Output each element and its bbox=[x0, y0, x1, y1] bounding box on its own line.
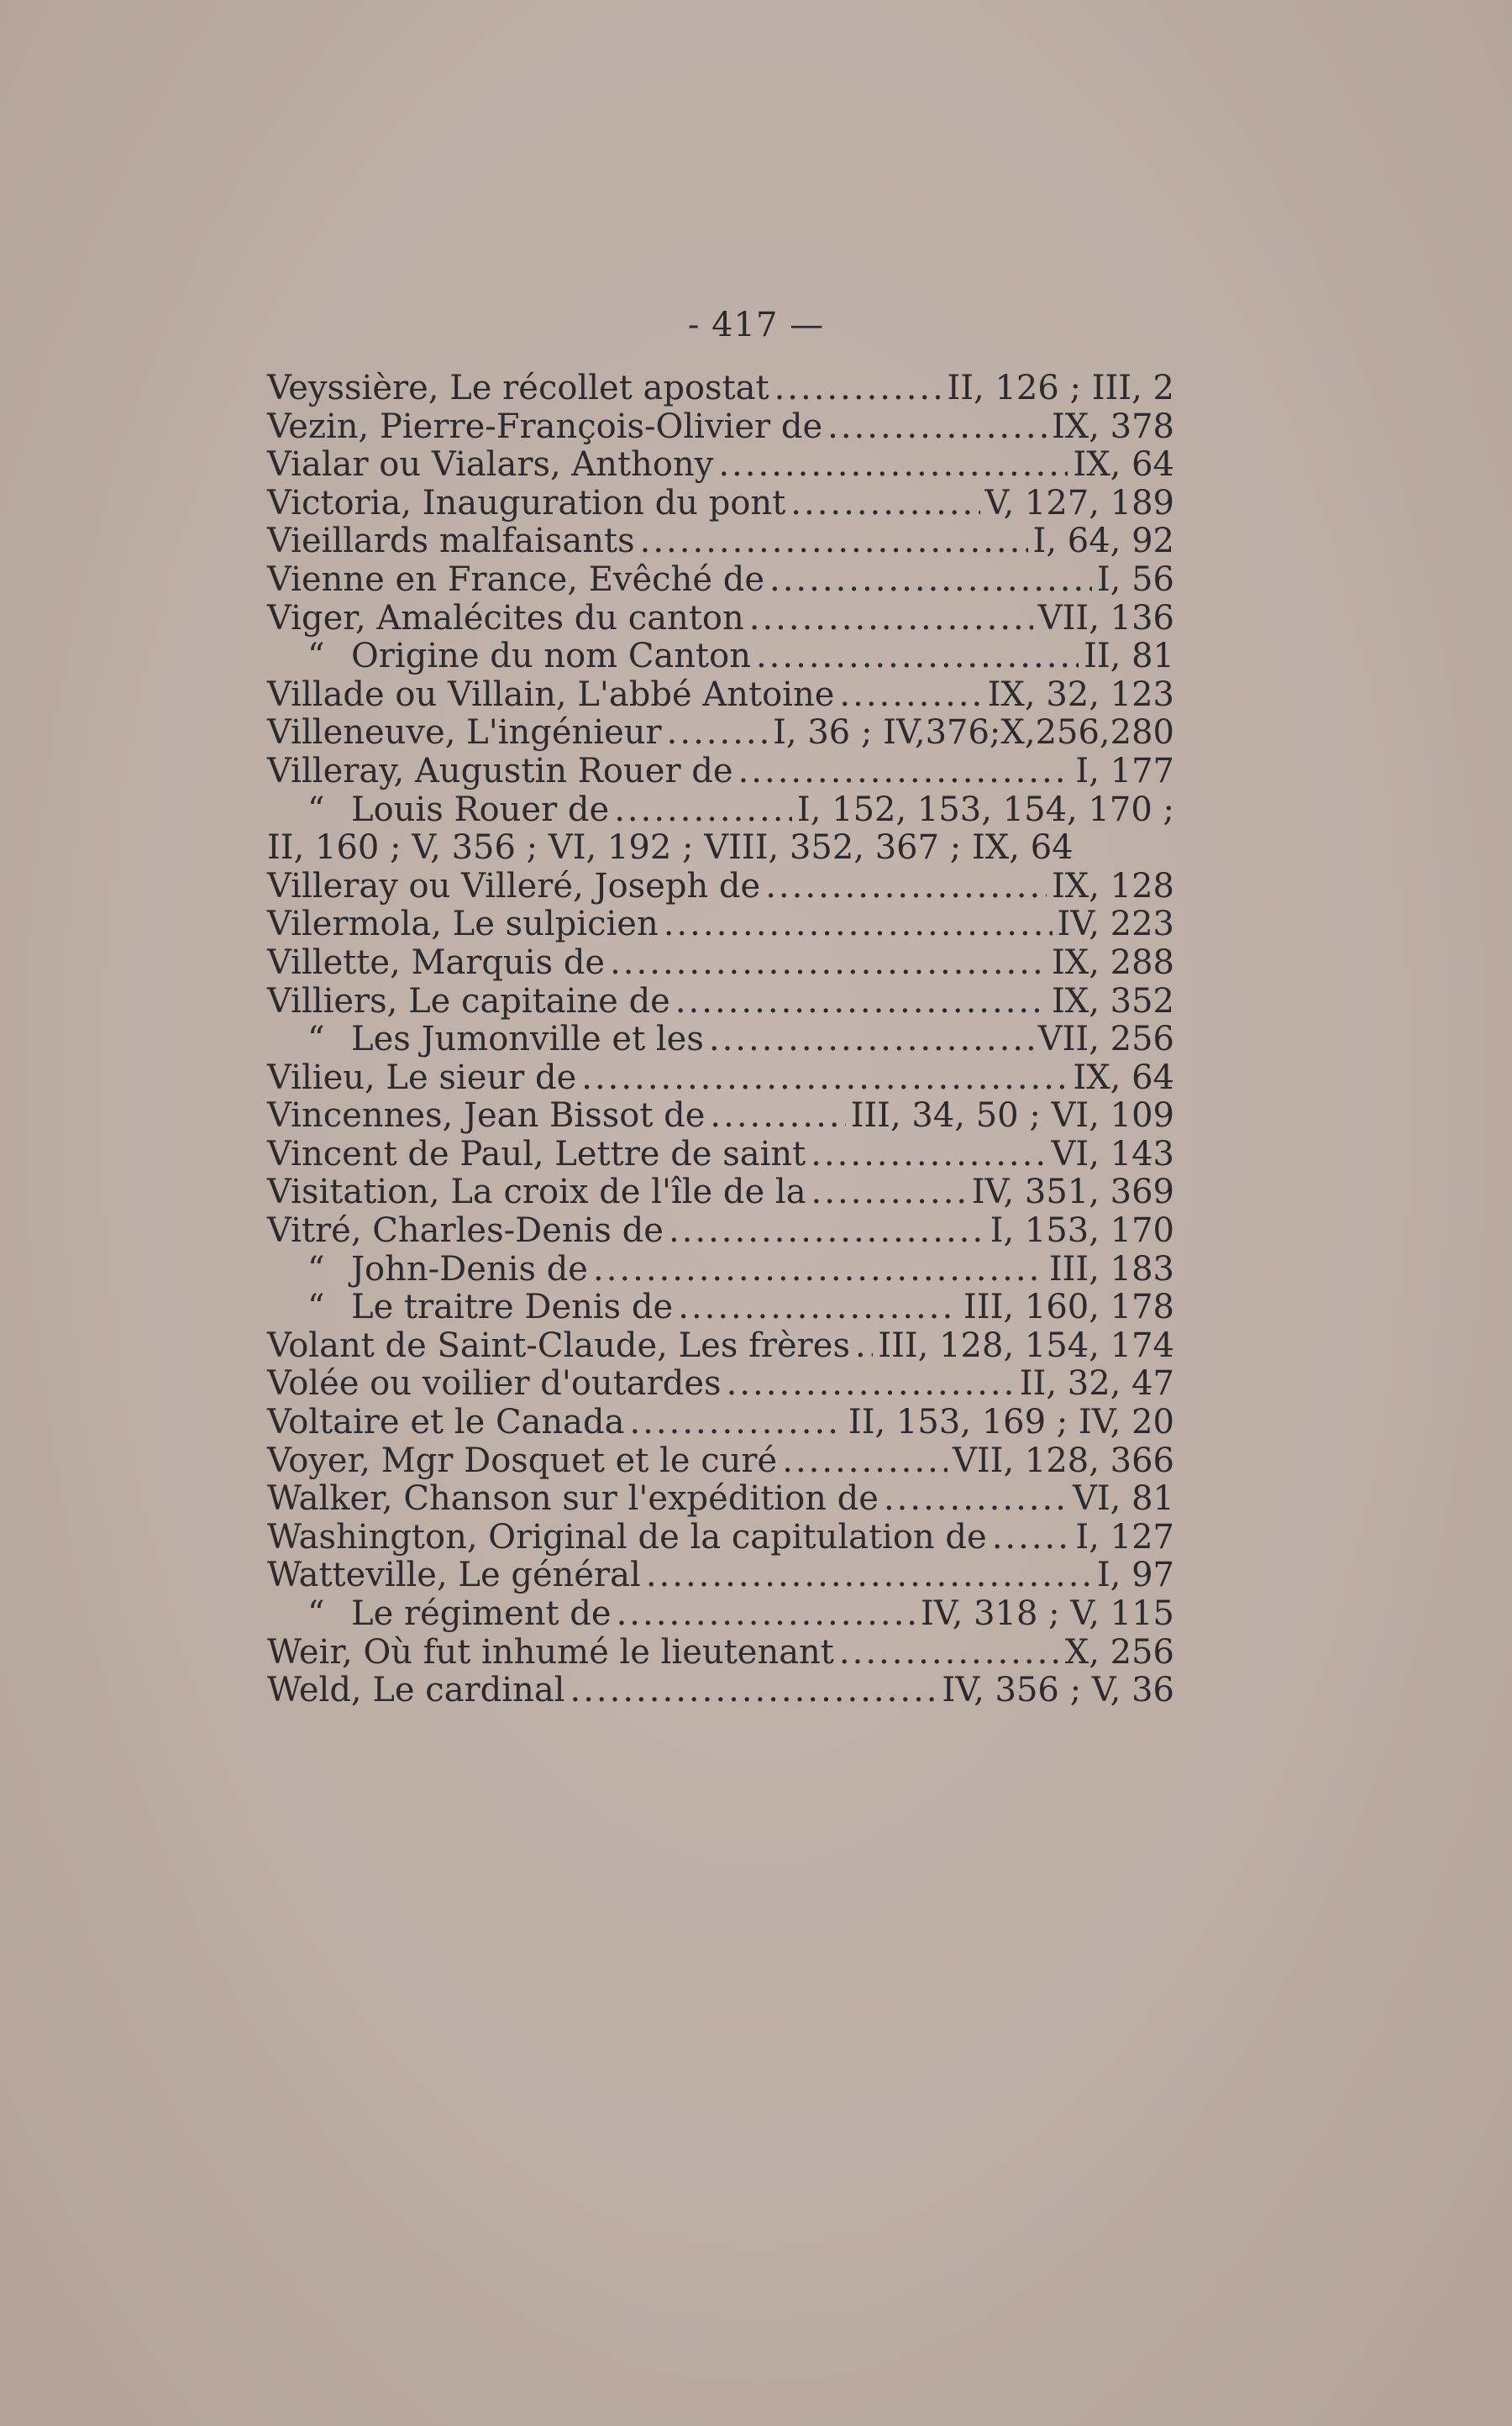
entry-text bbox=[267, 1136, 806, 1174]
dot-leader bbox=[839, 676, 982, 715]
index-entry bbox=[267, 1595, 1174, 1634]
index-entry bbox=[267, 906, 1174, 944]
entry-reference: I, 64, 92 bbox=[1032, 522, 1174, 561]
entry-text bbox=[267, 600, 744, 638]
entry-reference: IX, 32, 123 bbox=[987, 675, 1174, 714]
dot-leader bbox=[811, 1136, 1046, 1174]
index-entry bbox=[267, 753, 1174, 791]
dot-leader bbox=[765, 868, 1047, 906]
index-entry bbox=[267, 1404, 1174, 1442]
dot-leader bbox=[581, 1059, 1068, 1098]
entry-reference: IV, 223 bbox=[1057, 905, 1174, 944]
entry-label: II, 160 ; V, 356 ; VI, 192 ; VIII, 352, 367 ; IX, 64 bbox=[267, 828, 1074, 868]
entry-text bbox=[267, 944, 605, 983]
dot-leader bbox=[710, 1097, 845, 1136]
entry-label: Vincent de Paul, Lettre de saint bbox=[267, 1134, 806, 1174]
entry-text bbox=[267, 753, 733, 791]
dot-leader bbox=[593, 1251, 1044, 1289]
dot-leader bbox=[992, 1519, 1071, 1557]
entry-text bbox=[267, 1595, 612, 1634]
entry-text bbox=[267, 485, 785, 523]
entry-reference: IX, 288 bbox=[1051, 943, 1174, 982]
entry-reference: I, 177 bbox=[1075, 751, 1174, 790]
entry-reference: II, 32, 47 bbox=[1019, 1364, 1174, 1404]
entry-reference: III, 34, 50 ; VI, 109 bbox=[850, 1096, 1174, 1136]
entry-reference: VII, 136 bbox=[1037, 598, 1174, 638]
index-entry bbox=[267, 1251, 1174, 1289]
entry-text bbox=[267, 868, 760, 906]
entry-text bbox=[267, 1289, 673, 1327]
entry-label: Villade ou Villain, L'abbé Antoine bbox=[267, 675, 835, 714]
entry-label: Voltaire et le Canada bbox=[267, 1403, 625, 1442]
index-entry bbox=[267, 485, 1174, 523]
entry-reference: II, 126 ; III, 2 bbox=[947, 369, 1174, 407]
index-entry bbox=[267, 446, 1174, 485]
entry-reference: I, 56 bbox=[1096, 559, 1174, 599]
dot-leader bbox=[675, 983, 1047, 1021]
index-entry bbox=[267, 1021, 1174, 1059]
entry-reference: II, 153, 169 ; IV, 20 bbox=[848, 1403, 1174, 1442]
entry-label: Vialar ou Vialars, Anthony bbox=[267, 445, 714, 485]
dot-leader bbox=[749, 600, 1033, 638]
entry-label: Origine du nom Canton bbox=[351, 637, 751, 676]
entry-label: Visitation, La croix de l'île de la bbox=[267, 1173, 806, 1212]
entry-label: Vincennes, Jean Bissot de bbox=[267, 1096, 706, 1136]
dot-leader bbox=[570, 1672, 937, 1710]
index-entry bbox=[267, 791, 1174, 830]
index-entry bbox=[267, 1480, 1174, 1519]
entry-label: Veyssière, Le récollet apostat bbox=[267, 369, 769, 407]
entry-text bbox=[267, 791, 609, 830]
entry-text bbox=[267, 1251, 588, 1289]
entry-text bbox=[267, 638, 751, 676]
entry-text bbox=[267, 446, 713, 485]
index-entry bbox=[267, 1557, 1174, 1595]
index-entry bbox=[267, 1634, 1174, 1672]
entry-label: Villette, Marquis de bbox=[267, 943, 606, 982]
entry-text bbox=[267, 1021, 704, 1059]
index-entry bbox=[267, 522, 1174, 561]
index-entry bbox=[267, 829, 1174, 868]
index-entry bbox=[267, 1442, 1174, 1481]
dot-leader bbox=[855, 1327, 873, 1366]
entry-reference: I, 127 bbox=[1075, 1517, 1174, 1557]
dot-leader bbox=[884, 1480, 1068, 1519]
dot-leader bbox=[610, 944, 1047, 983]
entry-label: Washington, Original de la capitulation de bbox=[267, 1517, 987, 1557]
index-entry bbox=[267, 408, 1174, 447]
entry-label: Vieillards malfaisants bbox=[267, 522, 635, 561]
entry-reference: VII, 256 bbox=[1037, 1020, 1174, 1059]
entry-text bbox=[267, 1519, 987, 1557]
entry-reference: I, 36 ; IV,376;X,256,280 bbox=[773, 713, 1174, 753]
entry-label: Vilieu, Le sieur de bbox=[267, 1058, 577, 1097]
entry-reference: VII, 128, 366 bbox=[952, 1441, 1174, 1480]
dot-leader bbox=[756, 638, 1079, 676]
entry-text bbox=[267, 1059, 576, 1098]
entry-label: Viger, Amalécites du canton bbox=[267, 598, 744, 638]
entry-reference: I, 152, 153, 154, 170 ; bbox=[796, 790, 1174, 829]
dot-leader bbox=[617, 1595, 916, 1634]
dot-leader bbox=[769, 561, 1092, 600]
entry-label: Villeray ou Villeré, Joseph de bbox=[267, 866, 761, 906]
entry-text bbox=[267, 1634, 834, 1672]
entry-label: Victoria, Inauguration du pont bbox=[267, 483, 786, 522]
index-entry bbox=[267, 1365, 1174, 1404]
entry-label: Walker, Chanson sur l'expédition de bbox=[267, 1479, 879, 1519]
index-entry bbox=[267, 983, 1174, 1021]
entry-label: Le régiment de bbox=[351, 1594, 612, 1633]
entry-reference: IV, 351, 369 bbox=[971, 1173, 1174, 1212]
dot-leader bbox=[664, 906, 1053, 944]
entry-text bbox=[267, 1365, 722, 1404]
entry-reference: VI, 143 bbox=[1051, 1134, 1174, 1174]
index-entry bbox=[267, 1059, 1174, 1098]
entry-reference: X, 256 bbox=[1064, 1632, 1174, 1672]
index-entry bbox=[267, 1327, 1174, 1366]
entry-label: John-Denis de bbox=[351, 1249, 588, 1289]
entry-label: Villeneuve, L'ingénieur bbox=[267, 713, 662, 753]
entry-label: Weir, Où fut inhumé le lieutenant bbox=[267, 1632, 834, 1672]
entry-label: Watteville, Le général bbox=[267, 1556, 641, 1595]
index-entry bbox=[267, 1672, 1174, 1710]
entry-label: Vienne en France, Evêché de bbox=[267, 559, 764, 599]
entry-text bbox=[267, 1212, 664, 1251]
entry-text bbox=[267, 983, 670, 1021]
entry-label: Louis Rouer de bbox=[351, 790, 610, 829]
dot-leader bbox=[629, 1404, 843, 1442]
entry-label: Vezin, Pierre-François-Olivier de bbox=[267, 407, 823, 446]
dot-leader bbox=[709, 1021, 1033, 1059]
dot-leader bbox=[839, 1634, 1060, 1672]
entry-text bbox=[267, 829, 1074, 868]
entry-label: Le traitre Denis de bbox=[351, 1288, 674, 1327]
entry-text bbox=[267, 1480, 879, 1519]
index-entry bbox=[267, 561, 1174, 600]
entry-reference: IX, 378 bbox=[1051, 407, 1174, 446]
entry-reference: IV, 318 ; V, 115 bbox=[920, 1594, 1174, 1633]
entry-reference: I, 97 bbox=[1096, 1556, 1174, 1595]
entry-text bbox=[267, 676, 834, 715]
dot-leader bbox=[718, 446, 1068, 485]
dot-leader bbox=[727, 1365, 1015, 1404]
dot-leader bbox=[811, 1174, 967, 1212]
ditto-mark: “ bbox=[307, 637, 325, 676]
entry-label: Volée ou voilier d'outardes bbox=[267, 1364, 722, 1404]
index-entry bbox=[267, 1174, 1174, 1212]
entry-text bbox=[267, 1404, 624, 1442]
entry-label: Villeray, Augustin Rouer de bbox=[267, 751, 733, 790]
entry-label: Vilermola, Le sulpicien bbox=[267, 905, 659, 944]
entry-text bbox=[267, 370, 769, 408]
entry-text bbox=[267, 714, 662, 753]
ditto-mark: “ bbox=[307, 1288, 325, 1327]
entry-reference: III, 160, 178 bbox=[963, 1288, 1174, 1327]
entry-reference: VI, 81 bbox=[1072, 1479, 1174, 1519]
entry-text bbox=[267, 1327, 850, 1366]
entry-text bbox=[267, 522, 635, 561]
dot-leader bbox=[790, 485, 979, 523]
entry-text bbox=[267, 1442, 777, 1481]
entry-reference: IX, 352 bbox=[1051, 981, 1174, 1021]
entry-text bbox=[267, 1672, 564, 1710]
entry-reference: III, 183 bbox=[1048, 1249, 1174, 1289]
entry-label: Villiers, Le capitaine de bbox=[267, 981, 670, 1021]
index-entry bbox=[267, 944, 1174, 983]
index-entry bbox=[267, 1097, 1174, 1136]
entry-reference: IX, 128 bbox=[1051, 866, 1174, 906]
entry-label: Vitré, Charles-Denis de bbox=[267, 1211, 664, 1251]
dot-leader bbox=[614, 791, 792, 830]
page-number: - 417 — bbox=[687, 306, 825, 344]
entry-label: Volant de Saint-Claude, Les frères bbox=[267, 1326, 850, 1365]
entry-text bbox=[267, 906, 659, 944]
entry-text bbox=[267, 561, 764, 600]
dot-leader bbox=[646, 1557, 1092, 1595]
index-entry bbox=[267, 638, 1174, 676]
dot-leader bbox=[827, 408, 1047, 447]
entry-reference: II, 81 bbox=[1084, 637, 1174, 676]
dot-leader bbox=[678, 1289, 958, 1327]
entry-text bbox=[267, 1174, 806, 1212]
index-entry bbox=[267, 600, 1174, 638]
dot-leader bbox=[774, 370, 942, 408]
entry-reference: III, 128, 154, 174 bbox=[878, 1326, 1174, 1365]
ditto-mark: “ bbox=[307, 1249, 325, 1289]
index-entry bbox=[267, 868, 1174, 906]
index-entry bbox=[267, 676, 1174, 715]
entry-reference: IX, 64 bbox=[1073, 445, 1174, 485]
entry-text bbox=[267, 1557, 641, 1595]
ditto-mark: “ bbox=[307, 790, 325, 829]
dot-leader bbox=[669, 1212, 985, 1251]
entry-reference: V, 127, 189 bbox=[984, 483, 1174, 522]
ditto-mark: “ bbox=[307, 1594, 325, 1633]
entry-label: Voyer, Mgr Dosquet et le curé bbox=[267, 1441, 778, 1480]
entry-reference: IX, 64 bbox=[1073, 1058, 1174, 1097]
dot-leader bbox=[640, 522, 1028, 561]
dot-leader bbox=[667, 714, 768, 753]
dot-leader bbox=[738, 753, 1071, 791]
index-list bbox=[267, 370, 1174, 1710]
index-entry bbox=[267, 1289, 1174, 1327]
dot-leader bbox=[782, 1442, 948, 1481]
entry-label: Weld, Le cardinal bbox=[267, 1671, 565, 1710]
index-entry bbox=[267, 1519, 1174, 1557]
entry-label: Les Jumonville et les bbox=[351, 1020, 704, 1059]
index-entry bbox=[267, 1212, 1174, 1251]
ditto-mark: “ bbox=[307, 1020, 325, 1059]
index-entry bbox=[267, 714, 1174, 753]
entry-reference: IV, 356 ; V, 36 bbox=[942, 1671, 1174, 1710]
index-entry bbox=[267, 1136, 1174, 1174]
index-entry bbox=[267, 370, 1174, 408]
entry-reference: I, 153, 170 bbox=[990, 1211, 1174, 1251]
entry-text bbox=[267, 1097, 705, 1136]
entry-text bbox=[267, 408, 822, 447]
